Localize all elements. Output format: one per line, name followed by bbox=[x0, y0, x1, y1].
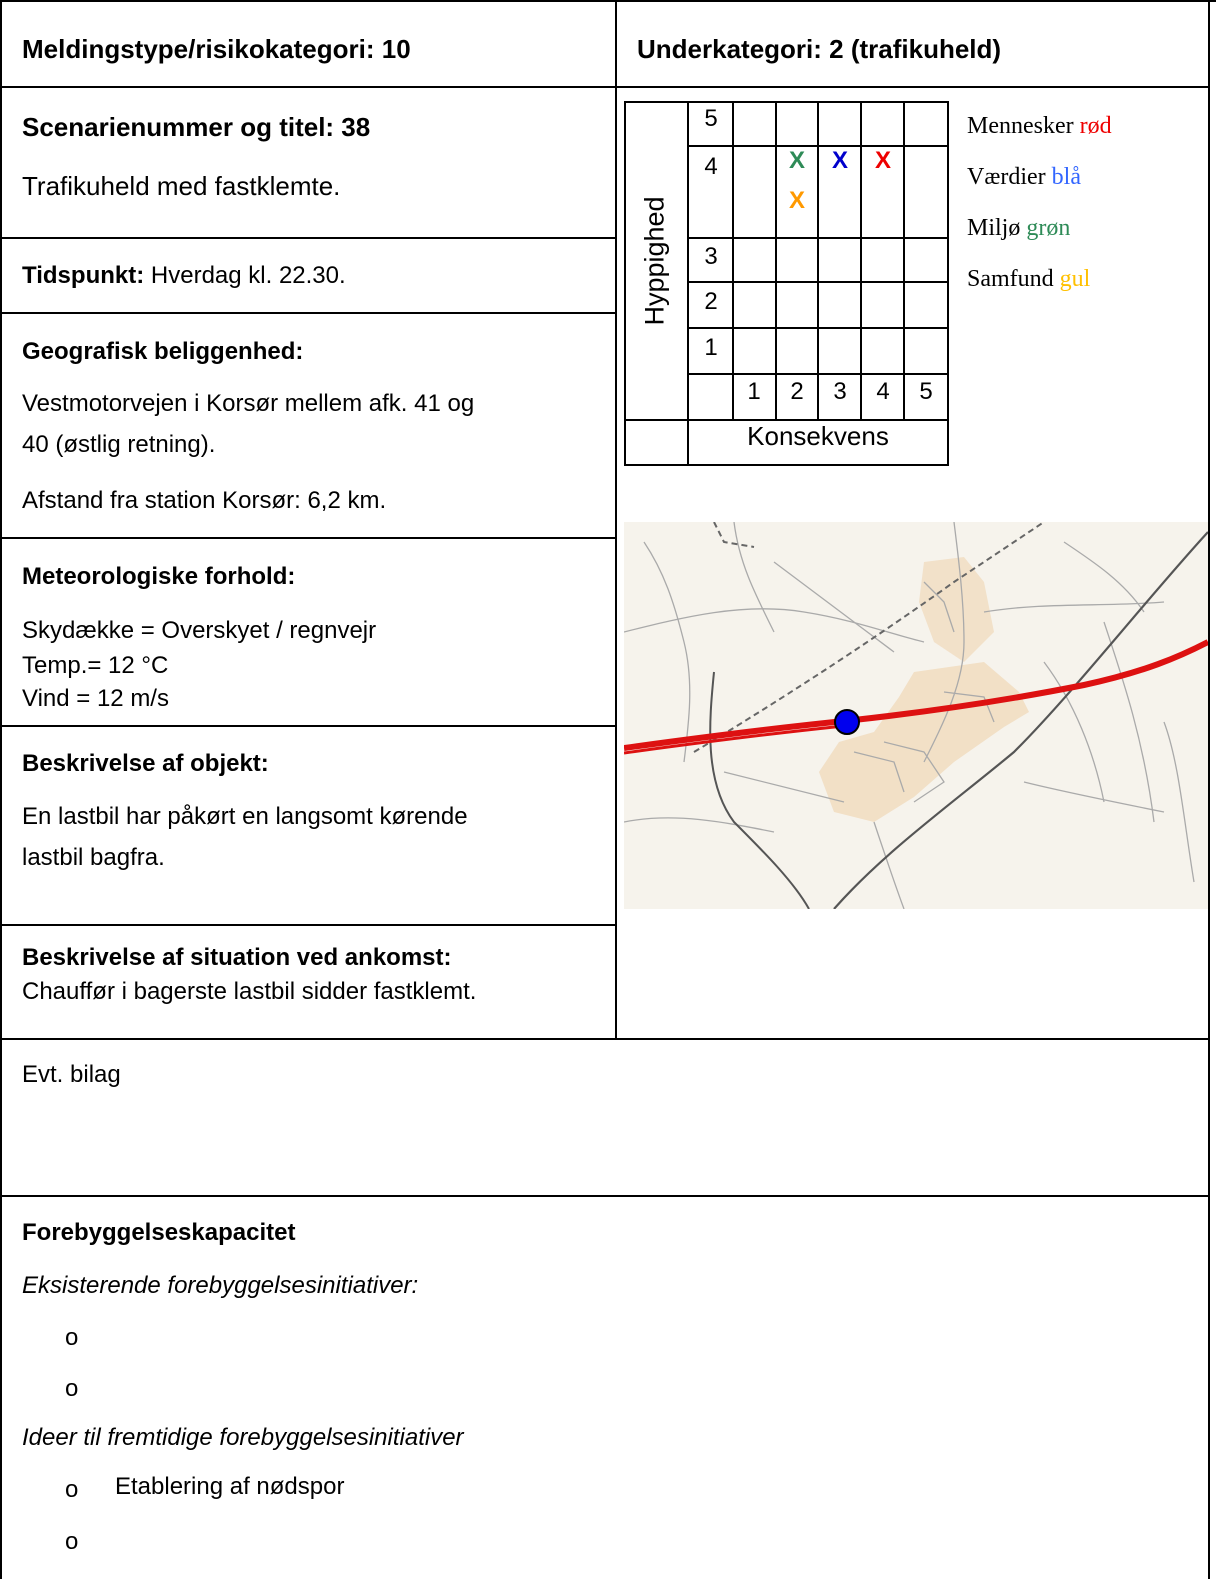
legend-item-samfund: Samfund gul bbox=[967, 266, 1091, 292]
y-axis-label: Hyppighed bbox=[639, 196, 670, 326]
time-label: Tidspunkt: bbox=[22, 262, 145, 289]
weather-temp: Temp.= 12 °C bbox=[22, 652, 169, 679]
future-label: Ideer til fremtidige forebyggelsesinitiativer bbox=[22, 1424, 464, 1451]
row-divider-header bbox=[0, 86, 1210, 88]
location-marker bbox=[835, 710, 859, 734]
time-row bbox=[22, 262, 346, 290]
risk-mark-miljø: X bbox=[788, 147, 805, 174]
legend-item-miljo: Miljø grøn bbox=[967, 215, 1071, 241]
legend-item-vaerdier: Værdier blå bbox=[967, 164, 1081, 190]
geo-label: Geografisk beliggenhed: bbox=[22, 338, 304, 365]
row-divider bbox=[0, 1195, 1210, 1197]
risk-mark-værdier: X bbox=[831, 147, 848, 174]
row-divider bbox=[0, 924, 616, 926]
col-label-2: 2 bbox=[790, 378, 804, 405]
weather-label: Meteorologiske forhold: bbox=[22, 563, 296, 590]
scenario-label: Scenarienummer og titel: 38 bbox=[22, 112, 371, 142]
col-label-5: 5 bbox=[919, 378, 933, 405]
geo-line1: Vestmotorvejen i Korsør mellem afk. 41 og bbox=[22, 390, 475, 417]
location-map bbox=[624, 522, 1208, 909]
row-divider bbox=[0, 312, 616, 314]
existing-bullet-2: o bbox=[65, 1375, 79, 1402]
x-axis-label: Konsekvens bbox=[747, 421, 889, 451]
risk-matrix bbox=[624, 101, 949, 466]
future-bullet-2: o bbox=[65, 1528, 79, 1555]
row-divider bbox=[0, 725, 616, 727]
geo-distance: Afstand fra station Korsør: 6,2 km. bbox=[22, 487, 387, 514]
legend-item-mennesker: Mennesker rød bbox=[967, 113, 1112, 139]
row-label-1: 1 bbox=[704, 334, 718, 361]
header-category: Meldingstype/risikokategori: 10 bbox=[22, 34, 411, 64]
existing-bullet-1: o bbox=[65, 1324, 79, 1351]
table-border-right bbox=[1208, 0, 1210, 1579]
prevention-heading: Forebyggelseskapacitet bbox=[22, 1219, 296, 1246]
row-label-5: 5 bbox=[704, 105, 718, 132]
col-label-4: 4 bbox=[876, 378, 890, 405]
risk-mark-samfund: X bbox=[788, 187, 805, 214]
object-line2: lastbil bagfra. bbox=[22, 844, 165, 871]
row-label-4: 4 bbox=[704, 153, 718, 180]
row-divider bbox=[0, 537, 616, 539]
col-label-1: 1 bbox=[747, 378, 761, 405]
geo-line2: 40 (østlig retning). bbox=[22, 431, 216, 458]
future-item-1: Etablering af nødspor bbox=[115, 1473, 345, 1500]
row-divider bbox=[0, 237, 616, 239]
col-label-3: 3 bbox=[833, 378, 847, 405]
attachments-label: Evt. bilag bbox=[22, 1061, 121, 1088]
weather-clouds: Skydække = Overskyet / regnvejr bbox=[22, 617, 377, 644]
column-divider bbox=[615, 0, 617, 1039]
existing-label: Eksisterende forebyggelsesinitiativer: bbox=[22, 1272, 419, 1299]
weather-wind: Vind = 12 m/s bbox=[22, 685, 169, 712]
row-label-2: 2 bbox=[704, 288, 718, 315]
table-border-top bbox=[0, 0, 1216, 2]
scenario-title: Trafikuheld med fastklemte. bbox=[22, 171, 341, 201]
row-label-3: 3 bbox=[704, 243, 718, 270]
risk-mark-mennesker: X bbox=[874, 147, 891, 174]
arrival-text: Chauffør i bagerste lastbil sidder fastklemt. bbox=[22, 978, 477, 1005]
row-divider bbox=[0, 1038, 1210, 1040]
time-value: Hverdag kl. 22.30. bbox=[150, 262, 346, 289]
future-bullet-1: o bbox=[65, 1476, 79, 1503]
object-label: Beskrivelse af objekt: bbox=[22, 750, 269, 777]
object-line1: En lastbil har påkørt en langsomt kørende bbox=[22, 803, 468, 830]
arrival-label: Beskrivelse af situation ved ankomst: bbox=[22, 944, 452, 971]
header-subcategory: Underkategori: 2 (trafikuheld) bbox=[637, 34, 1002, 64]
